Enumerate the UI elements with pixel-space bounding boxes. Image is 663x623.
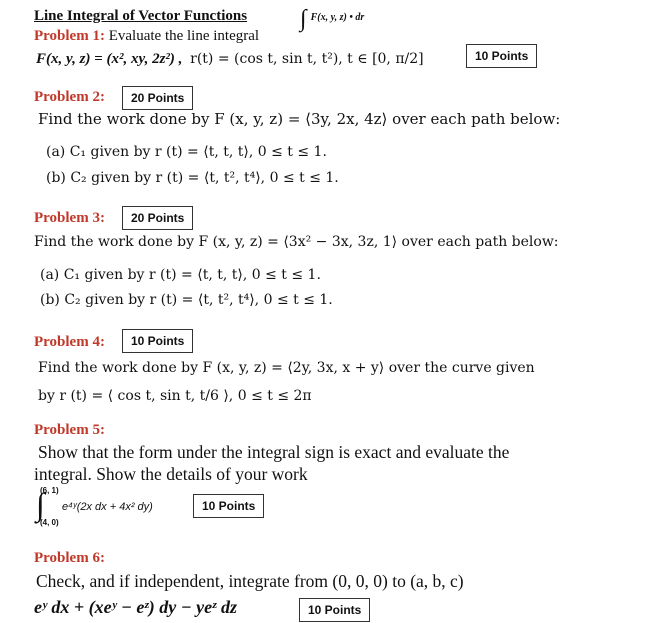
problem-1-formula	[36, 51, 424, 68]
integral-sign-icon: ∫	[36, 486, 45, 522]
problem-6-points-badge: 10 Points	[299, 598, 370, 622]
problem-2-points-badge: 20 Points	[122, 86, 193, 110]
problem-5-points-badge: 10 Points	[193, 494, 264, 518]
problem-3-text: Find the work done by F (x, y, z) = ⟨3x² − 3x, 3z, 1⟩ over each path below:	[34, 234, 559, 250]
problem-4-curve: by r (t) = ⟨ cos t, sin t, t/6 ⟩, 0 ≤ t ≤ 2π	[38, 388, 312, 404]
problem-2-part-b: (b) C₂ given by r (t) = ⟨t, t², t⁴⟩, 0 ≤ t ≤ 1.	[46, 170, 339, 186]
problem-5-text-line-2: integral. Show the details of your work	[34, 464, 308, 484]
problem-4-label: Problem 4:	[34, 334, 105, 350]
title-integral	[300, 6, 364, 33]
problem-5-text-line-1: Show that the form under the integral sign is exact and evaluate the	[38, 442, 510, 462]
problem-5-integrand: e⁴ʸ(2x dx + 4x² dy)	[62, 501, 153, 513]
problem-5-integral	[36, 486, 196, 530]
problem-3-points-badge: 20 Points	[122, 206, 193, 230]
problem-1-field: F(x, y, z) = (x², xy, 2z²) ,	[36, 51, 183, 67]
problem-1-points-badge: 10 Points	[466, 44, 537, 68]
document-title: Line Integral of Vector Functions	[34, 8, 248, 24]
problem-4-points-badge: 10 Points	[122, 329, 193, 353]
upper-limit: (6, 1)	[40, 486, 59, 495]
title-integrand: F(x, y, z) • dr	[310, 12, 365, 23]
problem-4-text: Find the work done by F (x, y, z) = ⟨2y, 3x, x + y⟩ over the curve given	[38, 360, 535, 376]
problem-2-label: Problem 2:	[34, 89, 105, 105]
problem-6-label: Problem 6:	[34, 550, 105, 566]
problem-1-path: r(t) = (cos t, sin t, t²), t ∈ [0, π/2]	[190, 51, 424, 67]
lower-limit: (4, 0)	[40, 518, 59, 527]
problem-3-part-a: (a) C₁ given by r (t) = ⟨t, t, t⟩, 0 ≤ t ≤ 1.	[40, 267, 321, 283]
problem-5-label: Problem 5:	[34, 422, 105, 438]
problem-1-label: Problem 1:	[34, 28, 105, 44]
problem-1	[34, 28, 259, 45]
problem-6-form-text: eʸ dx + (xeʸ − eᶻ) dy − yeᶻ dz	[34, 597, 237, 617]
problem-6-form	[34, 597, 237, 618]
problem-6-text: Check, and if independent, integrate from (0, 0, 0) to (a, b, c)	[36, 571, 464, 591]
problem-1-text: Evaluate the line integral	[108, 28, 260, 44]
problem-2-part-a: (a) C₁ given by r (t) = ⟨t, t, t⟩, 0 ≤ t ≤ 1.	[46, 144, 327, 160]
integral-sign-icon: ∫	[300, 6, 307, 32]
problem-3-label: Problem 3:	[34, 210, 105, 226]
problem-2-text: Find the work done by F (x, y, z) = ⟨3y, 2x, 4z⟩ over each path below:	[38, 110, 561, 128]
problem-3-part-b: (b) C₂ given by r (t) = ⟨t, t², t⁴⟩, 0 ≤ t ≤ 1.	[40, 292, 333, 308]
